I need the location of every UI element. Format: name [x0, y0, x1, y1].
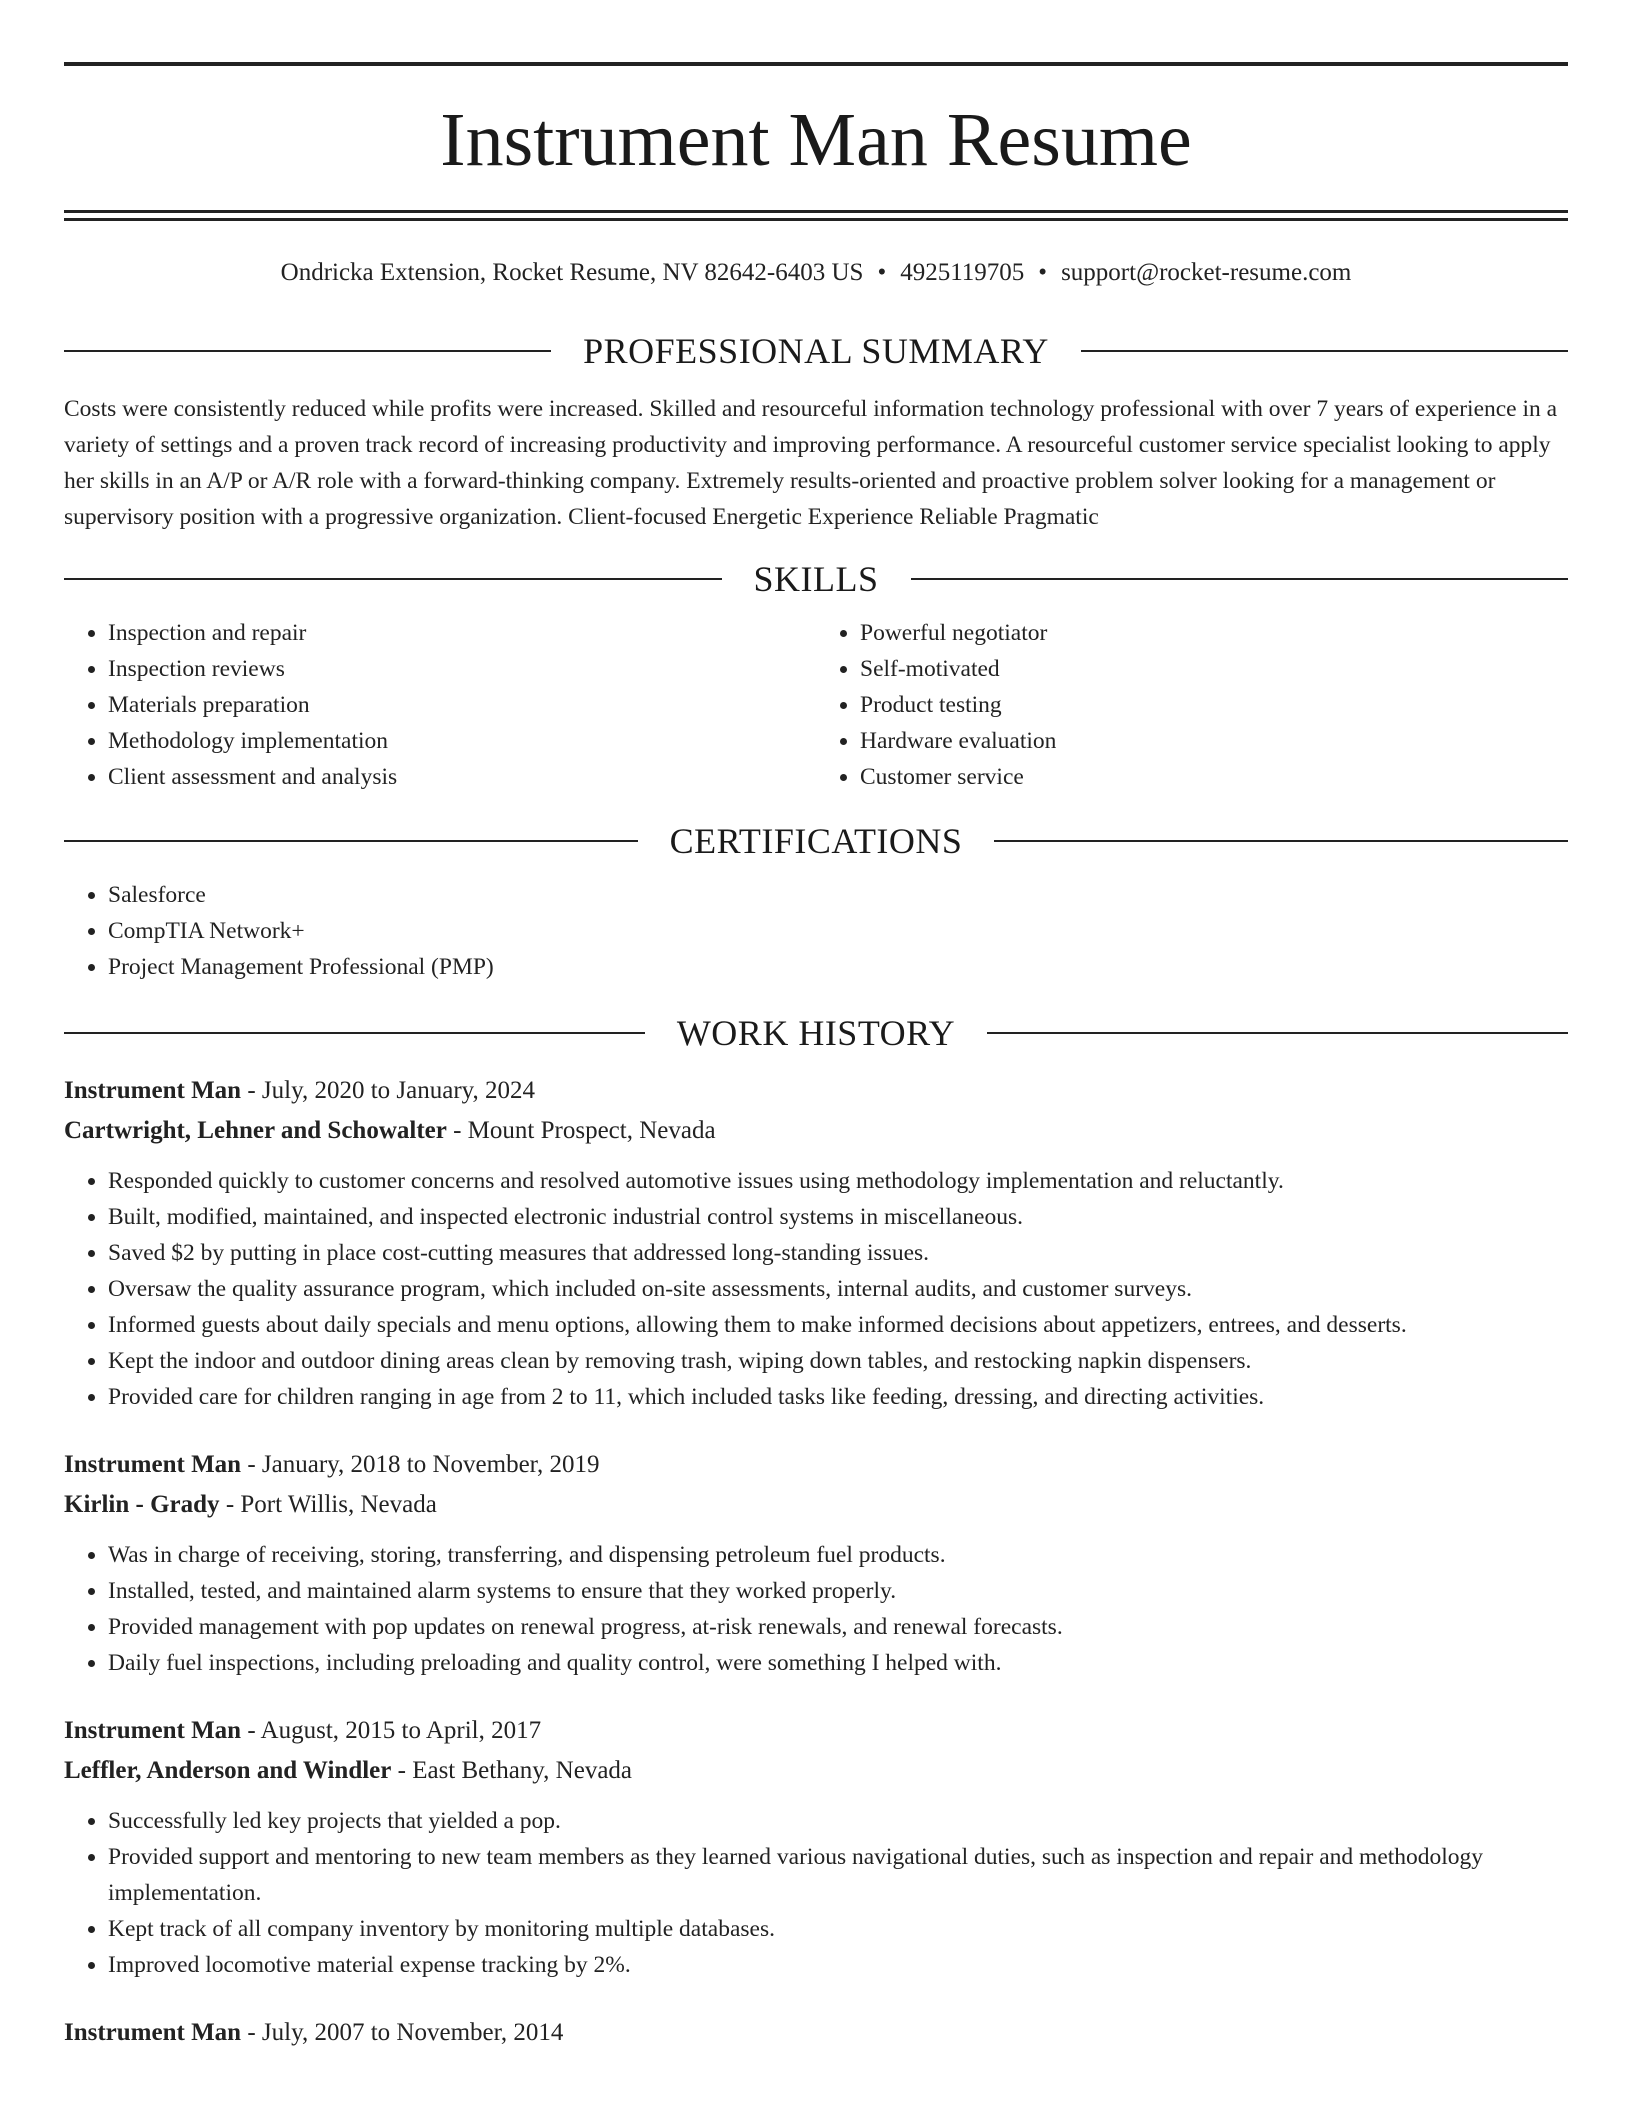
contact-separator: • — [877, 259, 887, 286]
job-bullet: • Built, modified, maintained, and inspected electronic industrial control systems in miscellaneous. — [108, 1199, 1568, 1235]
skill-item: • Powerful negotiator — [860, 615, 1568, 651]
summary-section-header — [64, 333, 1568, 369]
job-title-line — [64, 1711, 1568, 1751]
job-dates: - August, 2015 to April, 2017 — [241, 1717, 542, 1744]
work-heading: WORK HISTORY — [676, 1013, 956, 1053]
skills-section-header — [64, 561, 1568, 597]
job-location: - Mount Prospect, Nevada — [446, 1117, 716, 1144]
job-bullet: • Improved locomotive material expense tracking by 2%. — [108, 1947, 1568, 1983]
job-dates: - January, 2018 to November, 2019 — [241, 1451, 600, 1478]
job-bullet: • Provided care for children ranging in age from 2 to 11, which included tasks like feeding, dressing, and directing activities. — [108, 1379, 1568, 1415]
skill-item: • Materials preparation — [108, 687, 816, 723]
job-entry — [64, 1711, 1568, 1983]
job-bullet: • Successfully led key projects that yielded a pop. — [108, 1803, 1568, 1839]
job-bullet: • Installed, tested, and maintained alarm systems to ensure that they worked properly. — [108, 1573, 1568, 1609]
contact-email: support@rocket-resume.com — [1061, 259, 1352, 286]
job-dates: - July, 2007 to November, 2014 — [241, 2019, 564, 2046]
job-title-line — [64, 1071, 1568, 1111]
certifications-list — [64, 877, 1568, 985]
summary-heading: PROFESSIONAL SUMMARY — [583, 331, 1049, 371]
top-rule — [64, 62, 1568, 66]
contact-address: Ondricka Extension, Rocket Resume, NV 82642-6403 US — [280, 259, 864, 286]
certifications-section-header — [64, 823, 1568, 859]
job-bullet: • Kept track of all company inventory by monitoring multiple databases. — [108, 1911, 1568, 1947]
job-company-line — [64, 1751, 1568, 1791]
job-title: Instrument Man — [64, 1077, 242, 1104]
job-entry — [64, 2013, 1568, 2053]
skill-item: • Customer service — [860, 759, 1568, 795]
job-bullet: • Kept the indoor and outdoor dining areas clean by removing trash, wiping down tables, and restocking napkin dispensers. — [108, 1343, 1568, 1379]
job-location: - East Bethany, Nevada — [391, 1757, 633, 1784]
certification-item: • Salesforce — [108, 877, 1568, 913]
job-entry — [64, 1071, 1568, 1415]
skills-list-right — [816, 615, 1568, 795]
job-title: Instrument Man — [64, 1717, 242, 1744]
page-title: Instrument Man Resume — [440, 98, 1192, 182]
job-bullets — [64, 1163, 1568, 1415]
skill-item: • Client assessment and analysis — [108, 759, 816, 795]
job-bullet: • Daily fuel inspections, including preloading and quality control, were something I helped with. — [108, 1645, 1568, 1681]
skill-item: • Inspection and repair — [108, 615, 816, 651]
skills-heading: SKILLS — [753, 559, 879, 599]
contact-phone: 4925119705 — [900, 259, 1025, 286]
job-company-line — [64, 1485, 1568, 1525]
skills-grid — [64, 615, 1568, 795]
job-location: - Port Willis, Nevada — [219, 1491, 437, 1518]
job-company: Cartwright, Lehner and Schowalter — [64, 1117, 447, 1144]
job-company-line — [64, 1111, 1568, 1151]
job-bullet: • Oversaw the quality assurance program, which included on-site assessments, internal audits, and customer surveys. — [108, 1271, 1568, 1307]
certification-item: • CompTIA Network+ — [108, 913, 1568, 949]
job-company: Leffler, Anderson and Windler — [64, 1757, 392, 1784]
job-bullet: • Informed guests about daily specials and menu options, allowing them to make informed decisions about appetizers, entrees, and desserts. — [108, 1307, 1568, 1343]
job-title-line — [64, 1445, 1568, 1485]
job-bullet: • Saved $2 by putting in place cost-cutting measures that addressed long-standing issues. — [108, 1235, 1568, 1271]
certification-item: • Project Management Professional (PMP) — [108, 949, 1568, 985]
job-dates: - July, 2020 to January, 2024 — [241, 1077, 536, 1104]
skills-list-left — [64, 615, 816, 795]
job-title-line — [64, 2013, 1568, 2053]
contact-separator: • — [1038, 259, 1048, 286]
skill-item: • Hardware evaluation — [860, 723, 1568, 759]
work-history — [64, 1071, 1568, 2053]
job-bullet: • Responded quickly to customer concerns and resolved automotive issues using methodology implementation and reluctantly. — [108, 1163, 1568, 1199]
title-double-rule — [64, 210, 1568, 221]
job-bullet: • Provided support and mentoring to new team members as they learned various navigational duties, such as inspection and repair and methodology implementation. — [108, 1839, 1568, 1911]
job-company: Kirlin - Grady — [64, 1491, 220, 1518]
work-section-header — [64, 1015, 1568, 1051]
job-title: Instrument Man — [64, 1451, 242, 1478]
skill-item: • Self-motivated — [860, 651, 1568, 687]
skill-item: • Methodology implementation — [108, 723, 816, 759]
job-bullet: • Was in charge of receiving, storing, transferring, and dispensing petroleum fuel products. — [108, 1537, 1568, 1573]
job-bullets — [64, 1537, 1568, 1681]
job-entry — [64, 1445, 1568, 1681]
job-title: Instrument Man — [64, 2019, 242, 2046]
certifications-heading: CERTIFICATIONS — [669, 821, 963, 861]
skill-item: • Inspection reviews — [108, 651, 816, 687]
job-bullet: • Provided management with pop updates on renewal progress, at-risk renewals, and renewal forecasts. — [108, 1609, 1568, 1645]
contact-line — [64, 259, 1568, 287]
summary-text: Costs were consistently reduced while profits were increased. Skilled and resourceful information technology professional with over 7 years of experience in a variety of settings and a proven track record of increasing productivity and improving performance. A resourceful customer service specialist looking to apply her skills in an A/P or A/R role with a forward-thinking company. Extremely results-oriented and proactive problem solver looking for a management or supervisory position with a progressive organization. Client-focused Energetic Experience Reliable Pragmatic — [64, 396, 1558, 530]
job-bullets — [64, 1803, 1568, 1983]
skill-item: • Product testing — [860, 687, 1568, 723]
